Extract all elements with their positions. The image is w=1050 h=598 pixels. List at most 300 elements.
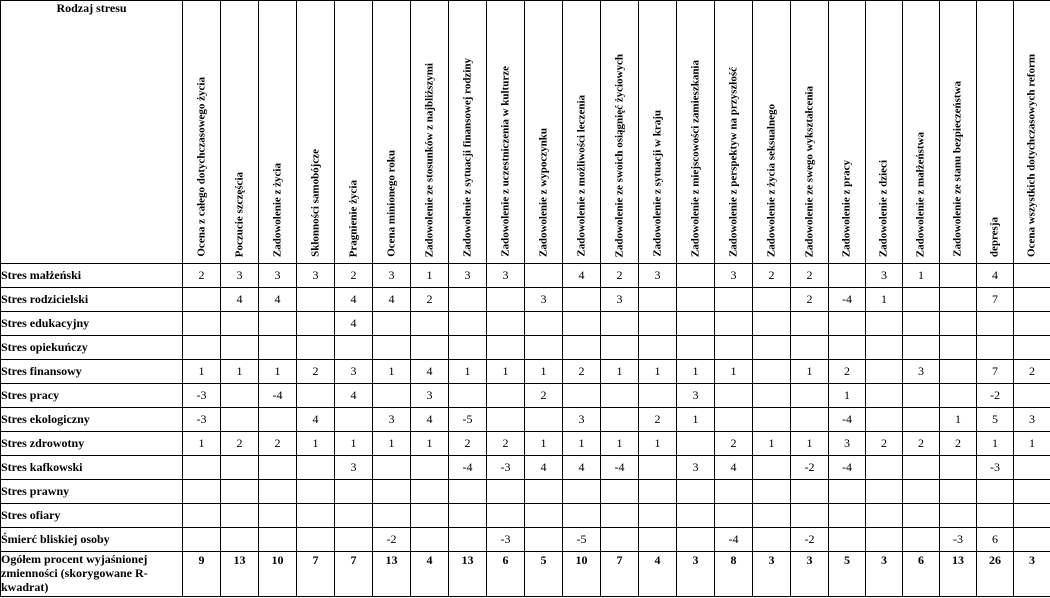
table-cell: [449, 336, 487, 360]
table-cell: 7: [977, 288, 1014, 312]
table-cell: [335, 408, 373, 432]
table-cell: [259, 480, 297, 504]
table-cell: [525, 336, 563, 360]
column-header: [449, 1, 487, 264]
table-row: [1, 360, 1050, 384]
total-cell: 6: [903, 552, 940, 597]
table-cell: 3: [563, 408, 601, 432]
table-cell: [449, 288, 487, 312]
column-header-label: Zadowolenie z perspektyw na przyszłość: [727, 66, 739, 257]
table-cell: 1: [1014, 432, 1050, 456]
table-cell: [791, 408, 829, 432]
table-cell: 3: [335, 360, 373, 384]
table-cell: [639, 480, 677, 504]
table-cell: [601, 504, 639, 528]
table-cell: 4: [525, 456, 563, 480]
column-header: [487, 1, 525, 264]
table-cell: [221, 504, 259, 528]
column-header-label: Ocena minionego roku: [385, 150, 397, 257]
table-cell: 1: [525, 432, 563, 456]
column-header: [903, 1, 940, 264]
table-cell: 1: [940, 408, 977, 432]
table-cell: 7: [977, 360, 1014, 384]
table-cell: 6: [977, 528, 1014, 552]
table-cell: [487, 336, 525, 360]
row-label: Stres ekologiczny: [1, 408, 183, 432]
table-cell: 4: [221, 288, 259, 312]
table-cell: 3: [373, 408, 411, 432]
column-header: [373, 1, 411, 264]
table-cell: [903, 456, 940, 480]
table-cell: [335, 528, 373, 552]
header-row: [1, 1, 1050, 264]
table-cell: [677, 480, 715, 504]
table-cell: 1: [411, 264, 449, 288]
table-cell: [335, 336, 373, 360]
table-cell: 3: [449, 264, 487, 288]
table-cell: 2: [601, 264, 639, 288]
table-cell: 1: [449, 360, 487, 384]
table-cell: 3: [259, 264, 297, 288]
column-header-label: Zadowolenie z miejscowości zamieszkania: [689, 59, 701, 257]
table-cell: 2: [183, 264, 221, 288]
column-header-label: Zadowolenie ze stosunków z najbliższymi: [423, 62, 435, 257]
table-cell: [977, 312, 1014, 336]
table-cell: [715, 504, 753, 528]
table-cell: [639, 312, 677, 336]
table-row: [1, 408, 1050, 432]
row-label: Śmierć bliskiej osoby: [1, 528, 183, 552]
table-cell: 1: [221, 360, 259, 384]
table-cell: [373, 312, 411, 336]
table-cell: [903, 312, 940, 336]
total-cell: 3: [753, 552, 791, 597]
table-cell: [791, 384, 829, 408]
table-cell: 1: [829, 384, 866, 408]
table-cell: 3: [866, 264, 903, 288]
table-cell: [866, 312, 903, 336]
column-header: [639, 1, 677, 264]
column-header-label: Pragnienie życia: [347, 179, 359, 257]
column-header: [829, 1, 866, 264]
table-cell: [753, 336, 791, 360]
table-cell: 5: [977, 408, 1014, 432]
table-cell: 2: [525, 384, 563, 408]
table-cell: [183, 288, 221, 312]
table-cell: 1: [373, 432, 411, 456]
table-cell: 4: [563, 456, 601, 480]
table-cell: 2: [791, 288, 829, 312]
table-cell: [639, 456, 677, 480]
table-cell: [1014, 504, 1050, 528]
table-cell: [183, 456, 221, 480]
table-cell: 3: [411, 384, 449, 408]
table-cell: [221, 456, 259, 480]
table-cell: -4: [259, 384, 297, 408]
table-cell: [525, 480, 563, 504]
table-cell: 3: [639, 264, 677, 288]
total-row-label: Ogółem procent wyjaśnionej zmienności (skorygowane R-kwadrat): [1, 552, 183, 597]
table-cell: 2: [1014, 360, 1050, 384]
total-cell: 13: [221, 552, 259, 597]
table-cell: 2: [411, 288, 449, 312]
table-cell: 1: [601, 432, 639, 456]
table-cell: [297, 528, 335, 552]
table-cell: 1: [791, 432, 829, 456]
table-cell: [259, 528, 297, 552]
table-cell: 1: [183, 432, 221, 456]
table-cell: [221, 528, 259, 552]
table-cell: 2: [563, 360, 601, 384]
table-cell: [829, 312, 866, 336]
table-cell: 1: [677, 360, 715, 384]
row-label: Stres małżeński: [1, 264, 183, 288]
column-header-label: depresja: [988, 216, 1001, 257]
table-cell: [259, 408, 297, 432]
table-cell: [903, 528, 940, 552]
row-label: Stres prawny: [1, 480, 183, 504]
table-cell: [940, 360, 977, 384]
table-cell: [449, 528, 487, 552]
table-cell: 3: [487, 264, 525, 288]
table-cell: -4: [715, 528, 753, 552]
table-row: [1, 384, 1050, 408]
table-cell: 2: [829, 360, 866, 384]
table-cell: [411, 480, 449, 504]
total-cell: 10: [259, 552, 297, 597]
column-header: [525, 1, 563, 264]
table-cell: [525, 408, 563, 432]
table-cell: -3: [487, 456, 525, 480]
table-cell: [940, 504, 977, 528]
table-cell: [677, 264, 715, 288]
table-cell: [677, 528, 715, 552]
table-cell: [487, 480, 525, 504]
table-cell: 3: [677, 384, 715, 408]
table-cell: [525, 312, 563, 336]
table-cell: [297, 504, 335, 528]
column-header-label: Zadowolenie z możliwości leczenia: [575, 95, 587, 257]
table-cell: 1: [373, 360, 411, 384]
column-header-label: Zadowolenie ze swoich osiągnięć życiowych: [613, 53, 625, 257]
table-cell: [903, 480, 940, 504]
table-cell: [753, 288, 791, 312]
table-cell: [677, 288, 715, 312]
row-label: Stres edukacyjny: [1, 312, 183, 336]
table-cell: [829, 528, 866, 552]
table-cell: [601, 384, 639, 408]
table-cell: [715, 384, 753, 408]
table-cell: [601, 528, 639, 552]
table-cell: [940, 456, 977, 480]
total-cell: 26: [977, 552, 1014, 597]
table-cell: -4: [601, 456, 639, 480]
table-cell: 2: [903, 432, 940, 456]
table-cell: [753, 528, 791, 552]
table-cell: 4: [563, 264, 601, 288]
table-cell: [753, 384, 791, 408]
table-cell: 3: [829, 432, 866, 456]
table-cell: -3: [940, 528, 977, 552]
column-header: [563, 1, 601, 264]
table-cell: [259, 456, 297, 480]
table-cell: [221, 480, 259, 504]
table-cell: 1: [297, 432, 335, 456]
table-cell: [1014, 288, 1050, 312]
column-header-label: Zadowolenie z życia seksualnego: [765, 103, 777, 257]
table-cell: [715, 336, 753, 360]
table-cell: [411, 336, 449, 360]
table-cell: [903, 408, 940, 432]
table-cell: [1014, 312, 1050, 336]
table-cell: [1014, 336, 1050, 360]
table-cell: [297, 384, 335, 408]
table-cell: [903, 504, 940, 528]
table-cell: 3: [335, 456, 373, 480]
table-cell: [373, 480, 411, 504]
table-cell: [221, 336, 259, 360]
table-row: [1, 336, 1050, 360]
column-header-label: Zadowolenie z wypoczynku: [537, 128, 549, 257]
table-body: [1, 264, 1050, 597]
table-cell: 1: [677, 408, 715, 432]
table-cell: [487, 312, 525, 336]
table-cell: 2: [791, 264, 829, 288]
table-cell: [335, 504, 373, 528]
table-cell: [829, 264, 866, 288]
total-cell: 10: [563, 552, 601, 597]
table-cell: 4: [335, 312, 373, 336]
table-cell: 1: [639, 360, 677, 384]
table-cell: [563, 504, 601, 528]
table-cell: 3: [903, 360, 940, 384]
corner-header: Rodzaj stresu: [1, 1, 183, 264]
table-cell: [259, 504, 297, 528]
column-header-label: Zadowolenie z małżeństwa: [914, 131, 927, 257]
table-cell: 1: [335, 432, 373, 456]
row-label: Stres zdrowotny: [1, 432, 183, 456]
table-cell: [753, 312, 791, 336]
column-header-label: Zadowolenie z pracy: [840, 159, 853, 257]
column-header: [753, 1, 791, 264]
table-cell: [829, 480, 866, 504]
table-cell: -2: [791, 528, 829, 552]
table-cell: [449, 312, 487, 336]
total-cell: 7: [601, 552, 639, 597]
table-cell: [1014, 264, 1050, 288]
table-cell: [183, 480, 221, 504]
total-cell: 4: [639, 552, 677, 597]
table-cell: [753, 480, 791, 504]
total-cell: 13: [940, 552, 977, 597]
table-cell: [715, 408, 753, 432]
table-cell: -2: [977, 384, 1014, 408]
table-cell: -5: [563, 528, 601, 552]
table-cell: 3: [297, 264, 335, 288]
table-cell: [563, 480, 601, 504]
table-cell: [940, 288, 977, 312]
row-label: Stres ofiary: [1, 504, 183, 528]
table-row: [1, 288, 1050, 312]
table-cell: [715, 288, 753, 312]
table-cell: 1: [715, 360, 753, 384]
table-cell: 2: [221, 432, 259, 456]
column-header: [335, 1, 373, 264]
table-cell: [753, 456, 791, 480]
row-label: Stres pracy: [1, 384, 183, 408]
table-cell: [639, 528, 677, 552]
table-cell: 1: [183, 360, 221, 384]
table-cell: [1014, 528, 1050, 552]
table-cell: [940, 264, 977, 288]
table-cell: [373, 504, 411, 528]
table-cell: 4: [977, 264, 1014, 288]
table-cell: [866, 336, 903, 360]
table-cell: 2: [487, 432, 525, 456]
table-cell: 2: [715, 432, 753, 456]
table-row: [1, 432, 1050, 456]
column-header: [1014, 1, 1050, 264]
row-label: Stres opiekuńczy: [1, 336, 183, 360]
table-cell: 1: [525, 360, 563, 384]
table-cell: [791, 336, 829, 360]
table-cell: [977, 336, 1014, 360]
table-cell: -5: [449, 408, 487, 432]
column-header-label: Ocena wszystkich dotychczasowych reform: [1025, 54, 1038, 257]
table-cell: [373, 384, 411, 408]
column-header-label: Ocena z całego dotychczasowego życia: [195, 77, 207, 257]
table-cell: [940, 336, 977, 360]
table-cell: 3: [373, 264, 411, 288]
table-cell: 2: [335, 264, 373, 288]
table-cell: [221, 312, 259, 336]
column-header: [183, 1, 221, 264]
table-cell: [940, 312, 977, 336]
table-cell: [297, 312, 335, 336]
table-cell: [487, 408, 525, 432]
column-header-label: Zadowolenie z uczestniczenia w kulturze: [499, 66, 511, 257]
table-cell: [1014, 384, 1050, 408]
table-cell: -4: [829, 408, 866, 432]
total-cell: 6: [487, 552, 525, 597]
column-header: [977, 1, 1014, 264]
column-header-label: Skłonności samobójcze: [309, 149, 321, 257]
table-cell: [866, 384, 903, 408]
table-cell: [297, 480, 335, 504]
table-cell: [829, 336, 866, 360]
table-cell: [183, 336, 221, 360]
table-cell: 4: [259, 288, 297, 312]
table-cell: 3: [677, 456, 715, 480]
table-cell: [866, 408, 903, 432]
row-label: Stres kafkowski: [1, 456, 183, 480]
table-cell: [411, 456, 449, 480]
table-cell: [221, 384, 259, 408]
table-cell: 1: [259, 360, 297, 384]
table-cell: 1: [487, 360, 525, 384]
table-cell: 1: [639, 432, 677, 456]
column-header: [297, 1, 335, 264]
table-cell: 2: [940, 432, 977, 456]
table-cell: 3: [525, 288, 563, 312]
table-cell: [297, 288, 335, 312]
table-row: [1, 312, 1050, 336]
table-cell: 1: [903, 264, 940, 288]
table-row: [1, 528, 1050, 552]
total-cell: 13: [449, 552, 487, 597]
table-cell: 2: [449, 432, 487, 456]
column-header: [259, 1, 297, 264]
table-cell: [866, 360, 903, 384]
row-label: Stres rodzicielski: [1, 288, 183, 312]
table-cell: [525, 264, 563, 288]
total-cell: 7: [297, 552, 335, 597]
table-cell: [297, 336, 335, 360]
table-cell: [563, 336, 601, 360]
row-label: Stres finansowy: [1, 360, 183, 384]
table-cell: 1: [791, 360, 829, 384]
table-cell: 1: [601, 360, 639, 384]
table-row: [1, 264, 1050, 288]
table-cell: [259, 336, 297, 360]
total-cell: 3: [677, 552, 715, 597]
table-row: [1, 504, 1050, 528]
table-cell: 4: [411, 360, 449, 384]
table-cell: [487, 504, 525, 528]
column-header-label: Poczucie szczęścia: [233, 171, 245, 257]
table-cell: 3: [715, 264, 753, 288]
table-cell: [677, 312, 715, 336]
table-cell: 4: [335, 288, 373, 312]
table-cell: 2: [639, 408, 677, 432]
total-cell: 5: [525, 552, 563, 597]
table-cell: [940, 480, 977, 504]
table-cell: 4: [715, 456, 753, 480]
table-cell: -3: [977, 456, 1014, 480]
table-cell: 1: [977, 432, 1014, 456]
column-header: [677, 1, 715, 264]
table-cell: [866, 480, 903, 504]
table-cell: [829, 504, 866, 528]
table-cell: [601, 480, 639, 504]
table-cell: -4: [829, 288, 866, 312]
total-cell: 13: [373, 552, 411, 597]
table-cell: [639, 384, 677, 408]
total-row: [1, 552, 1050, 597]
table-cell: [791, 312, 829, 336]
table-cell: -2: [373, 528, 411, 552]
total-cell: 9: [183, 552, 221, 597]
total-cell: 3: [1014, 552, 1050, 597]
table-cell: [183, 528, 221, 552]
table-cell: [411, 504, 449, 528]
total-cell: 3: [791, 552, 829, 597]
column-header-label: Zadowolenie ze stanu bezpieczeństwa: [951, 81, 964, 257]
table-cell: 2: [297, 360, 335, 384]
column-header: [411, 1, 449, 264]
table-cell: [563, 384, 601, 408]
table-cell: [639, 336, 677, 360]
table-cell: [411, 528, 449, 552]
total-cell: 3: [866, 552, 903, 597]
table-cell: [525, 528, 563, 552]
column-header-label: Zadowolenie z sytuacji finansowej rodziny: [461, 57, 473, 257]
table-cell: [1014, 480, 1050, 504]
table-cell: [791, 504, 829, 528]
table-cell: [753, 408, 791, 432]
column-header: [791, 1, 829, 264]
table-cell: [221, 408, 259, 432]
